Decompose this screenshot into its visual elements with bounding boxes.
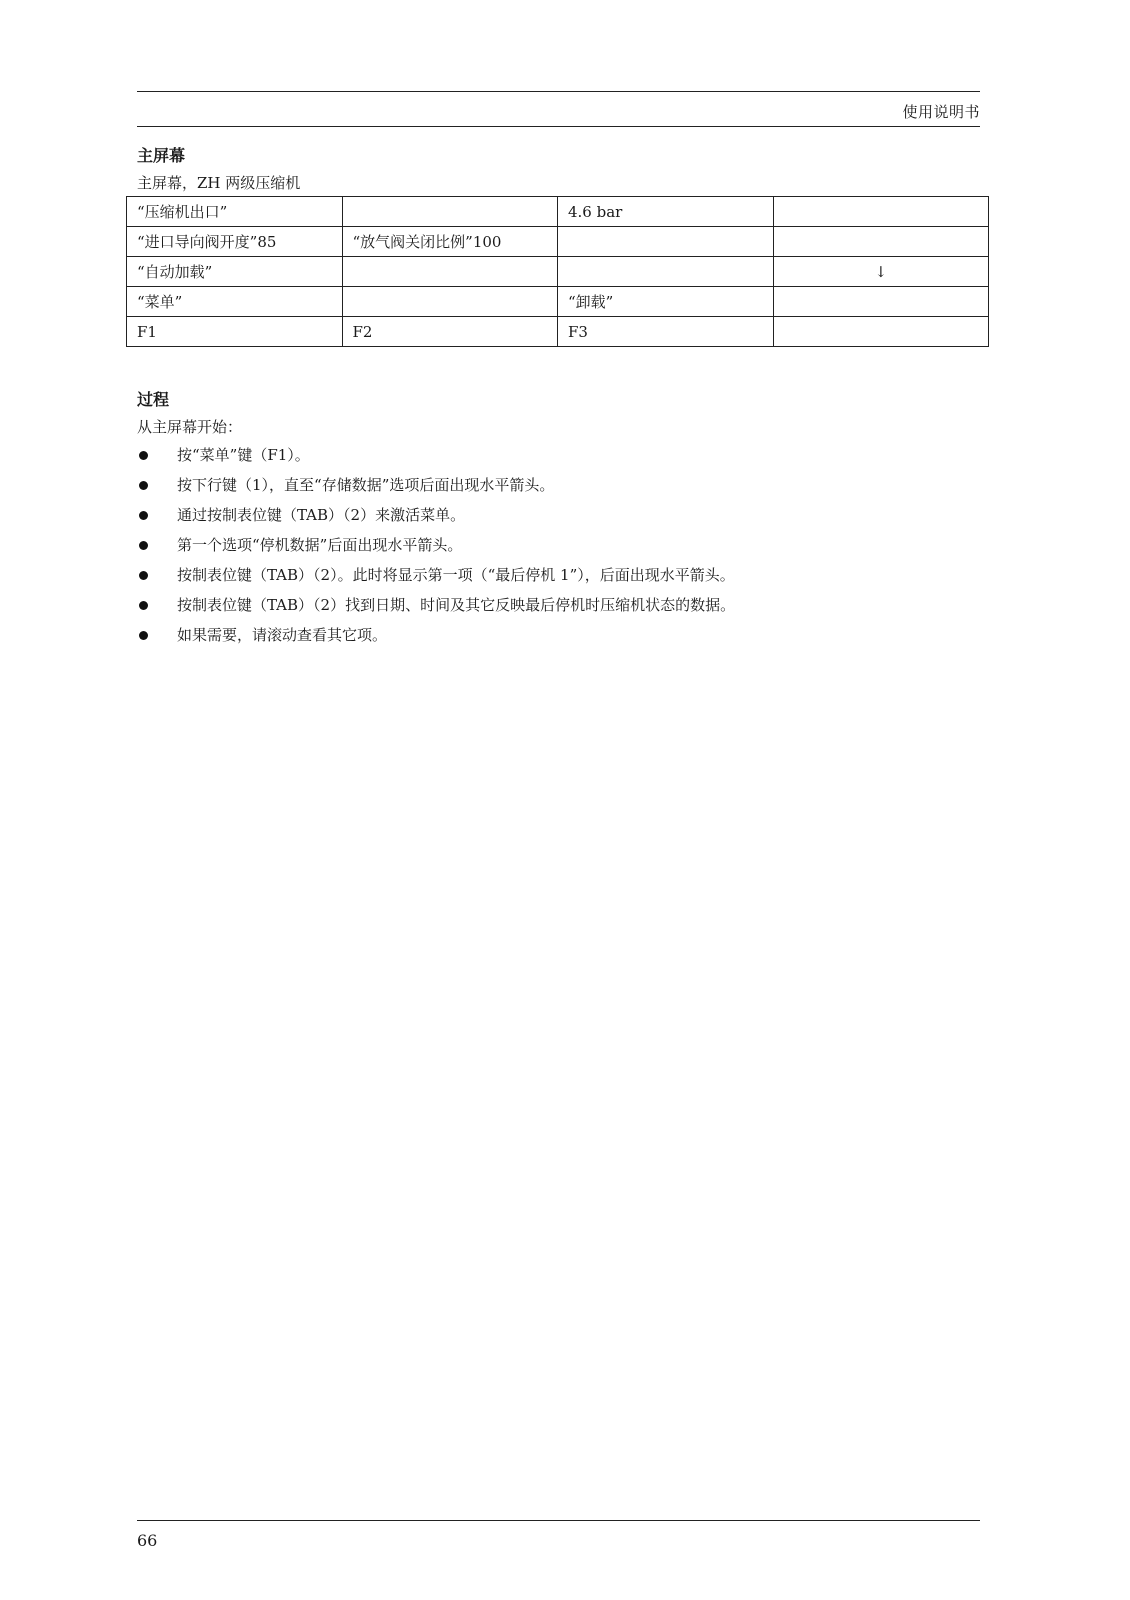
procedure-section-title: 过程 <box>137 390 170 409</box>
table-cell <box>773 227 989 257</box>
table-cell <box>773 197 989 227</box>
table-cell: “进口导向阀开度”85 <box>127 227 343 257</box>
table-row <box>127 257 989 287</box>
table-cell: F2 <box>342 317 558 347</box>
table-cell <box>558 257 774 287</box>
table-cell: 4.6 bar <box>558 197 774 227</box>
table-cell: “菜单” <box>127 287 343 317</box>
list-item <box>137 500 735 530</box>
main-screen-caption: 主屏幕，ZH 两级压缩机 <box>137 174 301 192</box>
procedure-step-list <box>137 440 735 650</box>
table-cell <box>342 197 558 227</box>
bullet-icon <box>139 541 148 550</box>
bullet-icon <box>139 631 148 640</box>
list-item <box>137 530 735 560</box>
header-top-rule <box>137 91 980 92</box>
table-cell: “自动加载” <box>127 257 343 287</box>
step-text: 按制表位键（TAB）（2）。此时将显示第一项（“最后停机 1”），后面出现水平箭头。 <box>177 566 735 584</box>
list-item <box>137 590 735 620</box>
procedure-intro: 从主屏幕开始： <box>137 418 243 436</box>
list-item <box>137 470 735 500</box>
header-bottom-rule <box>137 126 980 127</box>
list-item <box>137 620 735 650</box>
table-cell: F3 <box>558 317 774 347</box>
table-cell: F1 <box>127 317 343 347</box>
page-number: 66 <box>137 1531 158 1550</box>
table-row <box>127 227 989 257</box>
bullet-icon <box>139 571 148 580</box>
table-row <box>127 287 989 317</box>
step-text: 通过按制表位键（TAB）（2）来激活菜单。 <box>177 506 466 524</box>
running-header-title: 使用说明书 <box>902 103 980 121</box>
bullet-icon <box>139 451 148 460</box>
bullet-icon <box>139 511 148 520</box>
step-text: 按“菜单”键（F1）。 <box>177 446 310 464</box>
bullet-icon <box>139 601 148 610</box>
main-screen-display-table <box>126 196 989 347</box>
table-cell <box>342 287 558 317</box>
step-text: 按制表位键（TAB）（2）找到日期、时间及其它反映最后停机时压缩机状态的数据。 <box>177 596 736 614</box>
table-cell <box>773 287 989 317</box>
table-cell: “放气阀关闭比例”100 <box>342 227 558 257</box>
down-arrow-cell: ↓ <box>773 257 989 287</box>
table-row <box>127 197 989 227</box>
list-item <box>137 440 735 470</box>
table-cell <box>558 227 774 257</box>
bullet-icon <box>139 481 148 490</box>
step-text: 第一个选项“停机数据”后面出现水平箭头。 <box>177 536 463 554</box>
main-screen-section-title: 主屏幕 <box>137 146 186 165</box>
table-cell: “压缩机出口” <box>127 197 343 227</box>
table-cell <box>342 257 558 287</box>
table-cell <box>773 317 989 347</box>
table-cell: “卸载” <box>558 287 774 317</box>
step-text: 如果需要，请滚动查看其它项。 <box>177 626 388 644</box>
footer-rule <box>137 1520 980 1521</box>
step-text: 按下行键（1），直至“存储数据”选项后面出现水平箭头。 <box>177 476 555 494</box>
table-row <box>127 317 989 347</box>
list-item <box>137 560 735 590</box>
